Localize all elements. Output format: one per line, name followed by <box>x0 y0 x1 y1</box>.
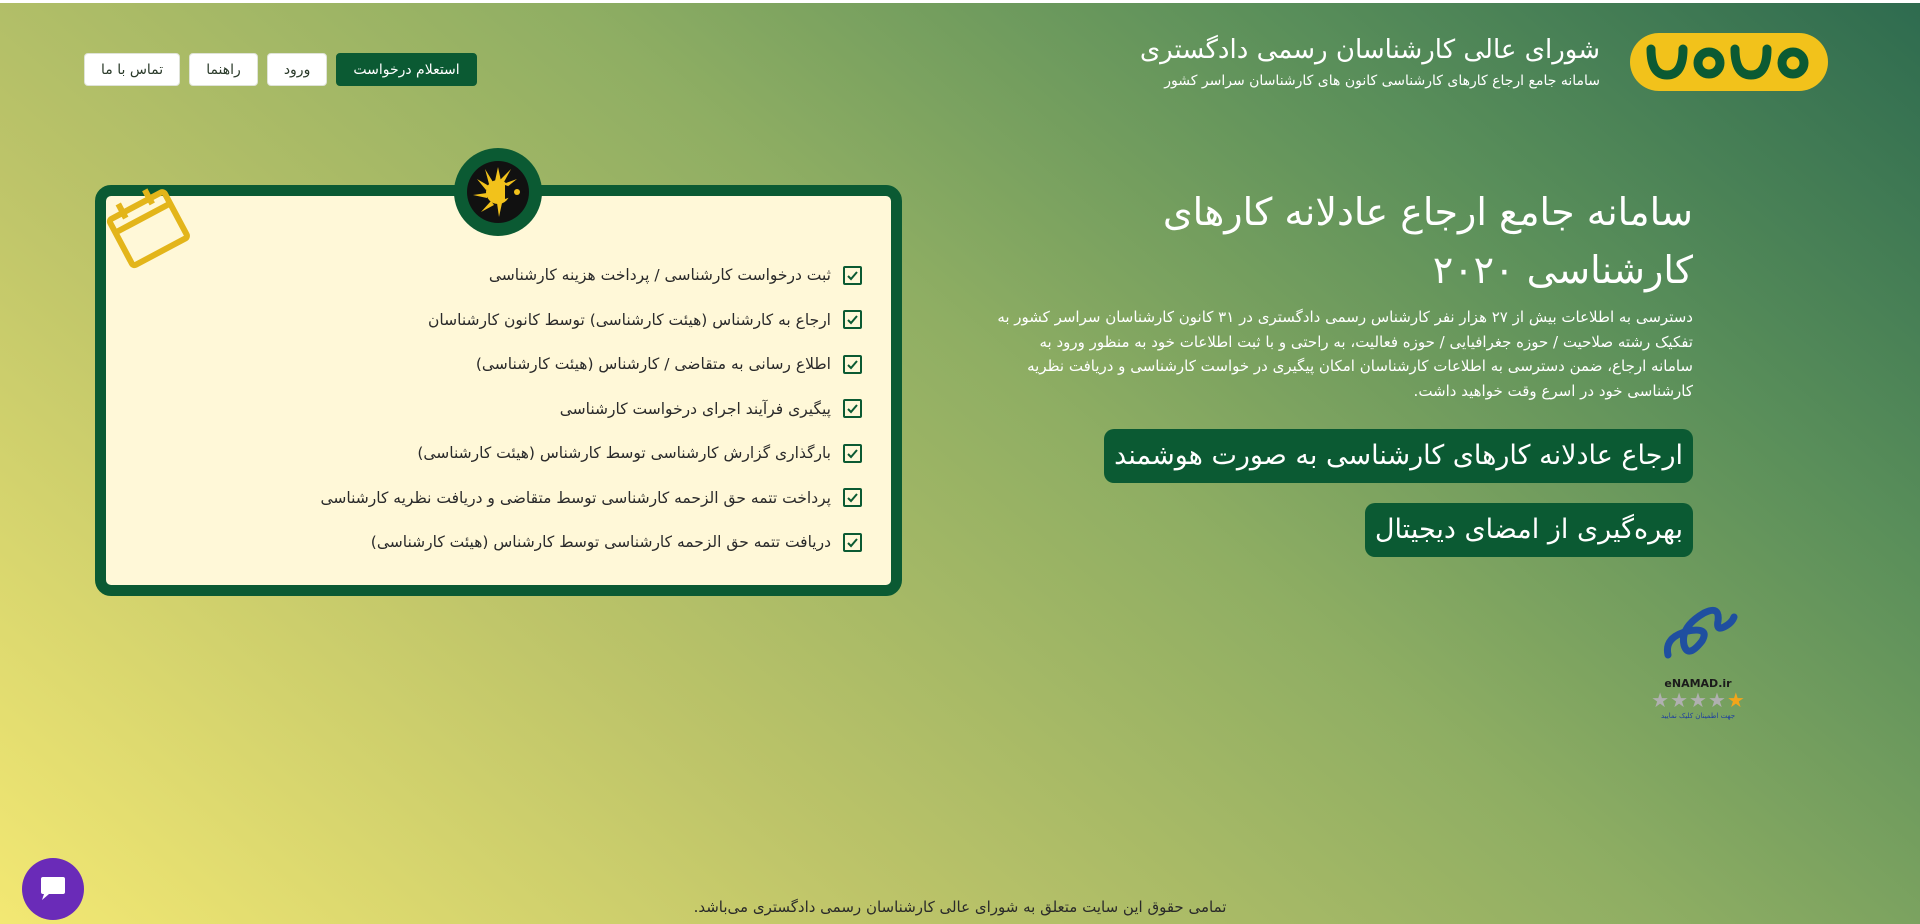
contact-button[interactable]: تماس با ما <box>84 53 180 86</box>
logo-mark <box>1639 39 1819 85</box>
feature-label: ارجاع به کارشناس (هیئت کارشناسی) توسط کانون کارشناسان <box>428 310 831 329</box>
star-icon: ★ <box>1707 688 1726 712</box>
emblem-sun <box>465 159 531 225</box>
checkbox-icon <box>843 310 862 329</box>
header-nav <box>84 53 477 86</box>
smart-referral-button[interactable]: ارجاع عادلانه کارهای کارشناسی به صورت هوشمند <box>1104 429 1693 483</box>
feature-label: بارگذاری گزارش کارشناسی توسط کارشناس (هیئت کارشناسی) <box>417 444 831 463</box>
checkbox-icon <box>843 533 862 552</box>
star-icon: ★ <box>1651 688 1670 712</box>
list-item <box>106 520 862 565</box>
site-title: شورای عالی کارشناسان رسمی دادگستری <box>1139 35 1600 65</box>
feature-label: پرداخت تتمه حق الزحمه کارشناسی توسط متقاضی و دریافت نظریه کارشناسی <box>320 488 831 507</box>
enamad-sub: جهت اطمینان کلیک نمایید <box>1660 712 1736 720</box>
enamad-logo-icon <box>1658 597 1738 677</box>
checkbox-icon <box>843 444 862 463</box>
checkbox-icon <box>843 488 862 507</box>
inquiry-button[interactable]: استعلام درخواست <box>336 53 476 86</box>
list-item <box>106 253 862 298</box>
logo-icon[interactable] <box>1630 33 1828 91</box>
guide-button[interactable]: راهنما <box>189 53 258 86</box>
hero-description: دسترسی به اطلاعات بیش از ۲۷ هزار نفر کارشناس رسمی دادگستری در ۳۱ کانون کارشناسان سراسر کشور به تفکیک رشته صلاحیت / حوزه جغرافیایی / حوزه فعالیت، به راحتی و با ثبت اطلاعات خود به منظور ورود به سامانه ارجاع، ضمن دسترسی به اطلاعات کارشناسان امکان پیگیری در خواست کارشناسی و دریافت نظریه کارشناسی خود در اسرع وقت خواهید داشت. <box>997 308 1693 400</box>
list-item <box>106 387 862 432</box>
star-icon: ★ <box>1689 688 1707 712</box>
site-subtitle: سامانه جامع ارجاع کارهای کارشناسی کانون های کارشناسان سراسر کشور <box>1164 73 1600 89</box>
feature-label: پیگیری فرآیند اجرای درخواست کارشناسی <box>559 399 831 418</box>
star-icon: ★ <box>1726 688 1745 712</box>
checkbox-icon <box>843 266 862 285</box>
emblem-icon <box>454 148 542 236</box>
feature-label: اطلاع رسانی به متقاضی / کارشناس (هیئت کارشناسی) <box>475 355 831 374</box>
feature-label: دریافت تتمه حق الزحمه کارشناسی توسط کارشناس (هیئت کارشناسی) <box>370 533 831 552</box>
features-list <box>106 253 862 565</box>
login-button[interactable]: ورود <box>267 53 328 86</box>
list-item <box>106 342 862 387</box>
feature-label: ثبت درخواست کارشناسی / پرداخت هزینه کارشناسی <box>488 266 831 285</box>
rating-stars <box>1646 690 1750 710</box>
enamad-badge[interactable] <box>1646 597 1750 727</box>
brand-text <box>1140 33 1600 91</box>
enamad-label: eNAMAD.ir <box>1664 677 1732 690</box>
star-icon: ★ <box>1670 688 1689 712</box>
list-item <box>106 431 862 476</box>
hero-title: سامانه جامع ارجاع عادلانه کارهای کارشناسی ۲۰۲۰ <box>1162 190 1693 292</box>
digital-signature-button[interactable]: بهره‌گیری از امضای دیجیتال <box>1365 503 1693 557</box>
footer-copyright: تمامی حقوق این سایت متعلق به شورای عالی کارشناسان رسمی دادگستری می‌باشد. <box>693 898 1227 916</box>
checkbox-icon <box>843 355 862 374</box>
checkbox-icon <box>843 399 862 418</box>
list-item <box>106 298 862 343</box>
list-item <box>106 476 862 521</box>
header-brand <box>1140 33 1828 91</box>
hero-section <box>993 183 1693 403</box>
